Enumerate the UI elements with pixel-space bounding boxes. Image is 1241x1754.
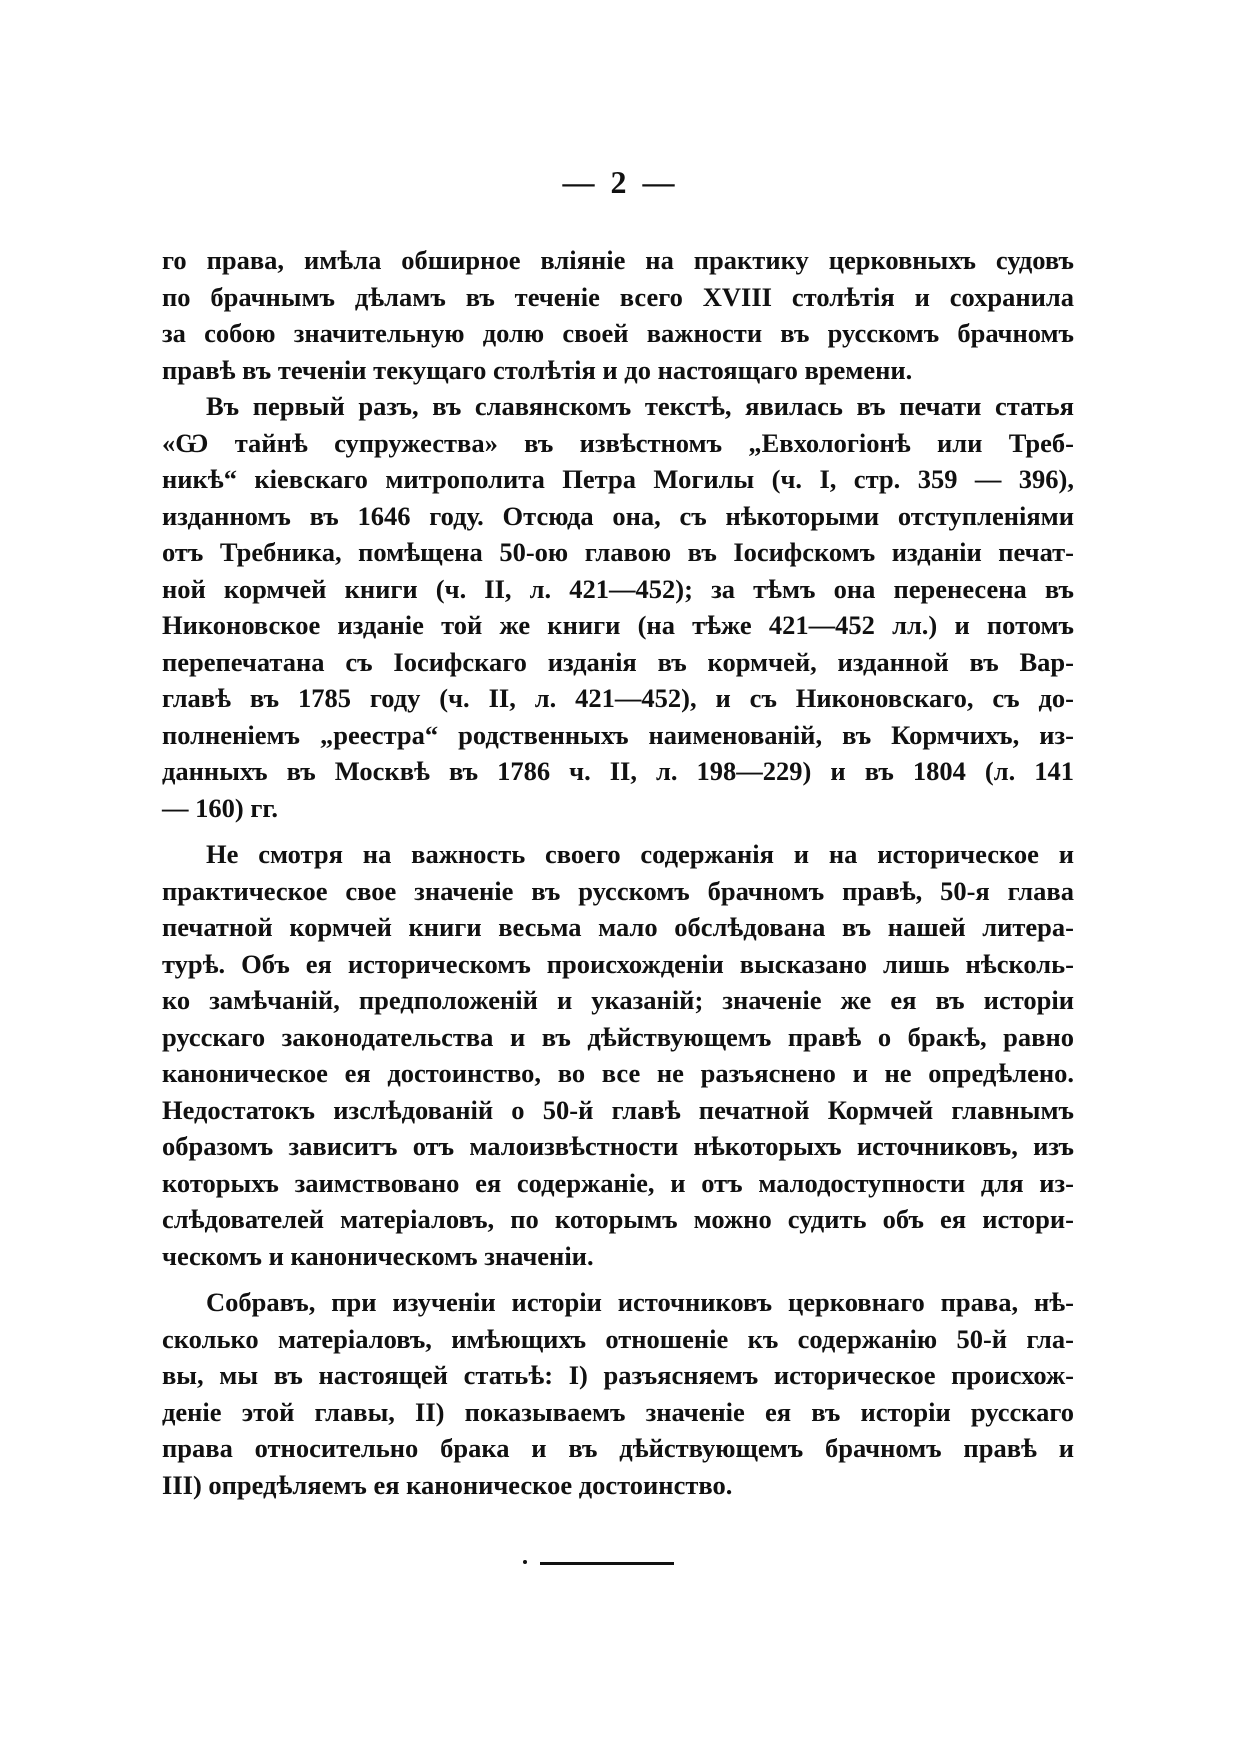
paragraph-1 — [162, 242, 1074, 388]
paragraph-3 — [162, 836, 1074, 1274]
text-line: слѣдователей матеріаловъ, по которымъ можно судить объ ея истори- — [162, 1204, 1074, 1234]
text-line: по брачнымъ дѣламъ въ теченіе всего XVIII столѣтія и сохранила — [162, 281, 1074, 312]
text-line: никѣ“ кіевскаго митрополита Петра Могилы (ч. I, стр. 359 — 396), — [162, 464, 1074, 494]
text-line: III) опредѣляемъ ея каноническое достоинство. — [162, 1469, 733, 1500]
text-line: ческомъ и каноническомъ значеніи. — [162, 1240, 594, 1271]
text-line: практическое свое значеніе въ русскомъ брачномъ правѣ, 50-я глава — [162, 875, 1074, 906]
text-line: — 160) гг. — [162, 792, 279, 823]
text-line: ной кормчей книги (ч. II, л. 421—452); за тѣмъ она перенесена въ — [162, 573, 1074, 604]
text-line: данныхъ въ Москвѣ въ 1786 ч. II, л. 198—229) и въ 1804 (л. 141 — [162, 756, 1074, 786]
end-rule — [540, 1562, 674, 1565]
text-line: образомъ зависитъ отъ малоизвѣстности нѣкоторыхъ источниковъ, изъ — [162, 1131, 1074, 1161]
text-line: вы, мы въ настоящей статьѣ: I) разъясняемъ историческое происхож- — [162, 1360, 1074, 1390]
text-line: которыхъ заимствовано ея содержаніе, и отъ малодоступности для из- — [162, 1167, 1074, 1198]
text-line: каноническое ея достоинство, во все не разъяснено и не опредѣлено. — [162, 1058, 1074, 1088]
text-line: го права, имѣла обширное вліяніе на практику церковныхъ судовъ — [162, 245, 1074, 275]
text-line: «Ѡ тайнѣ супружества» въ извѣстномъ „Евхологіонѣ или Треб- — [162, 427, 1074, 458]
text-line: Собравъ, при изученіи исторіи источниковъ церковнаго права, нѣ- — [206, 1287, 1074, 1317]
text-line: Въ первый разъ, въ славянскомъ текстѣ, явилась въ печати статья — [206, 391, 1074, 421]
page-number: — 2 — — [562, 164, 679, 200]
paragraph-2 — [162, 388, 1074, 826]
text-line: Никоновское изданіе той же книги (на тѣже 421—452 лл.) и потомъ — [162, 610, 1074, 640]
text-line: правѣ въ теченіи текущаго столѣтія и до настоящаго времени. — [162, 354, 913, 385]
text-line: турѣ. Объ ея историческомъ происхожденіи высказано лишь нѣсколь- — [162, 948, 1074, 979]
text-line: права относительно брака и въ дѣйствующемъ брачномъ правѣ и — [162, 1433, 1074, 1463]
text-line: деніе этой главы, II) показываемъ значеніе ея въ исторіи русскаго — [162, 1396, 1074, 1427]
text-line: Не смотря на важность своего содержанія и на историческое и — [206, 839, 1074, 869]
paragraph-4 — [162, 1284, 1074, 1503]
text-body — [162, 242, 1074, 1503]
text-line: отъ Требника, помѣщена 50-ою главою въ Іосифскомъ изданіи печат- — [162, 537, 1074, 567]
text-line: полненіемъ „реестра“ родственныхъ наименованій, въ Кормчихъ, из- — [162, 719, 1074, 750]
text-line: перепечатана съ Іосифскаго изданія въ кормчей, изданной въ Вар- — [162, 646, 1074, 677]
end-mark-dot — [523, 1560, 527, 1564]
text-line: ко замѣчаній, предположеній и указаній; значеніе же ея въ исторіи — [162, 985, 1074, 1015]
text-line: за собою значительную долю своей важности въ русскомъ брачномъ — [162, 318, 1074, 348]
text-line: печатной кормчей книги весьма мало обслѣдована въ нашей литера- — [162, 912, 1074, 942]
text-line: сколько матеріаловъ, имѣющихъ отношеніе къ содержанію 50-й гла- — [162, 1323, 1074, 1354]
text-line: русскаго законодательства и въ дѣйствующемъ правѣ о бракѣ, равно — [162, 1021, 1074, 1052]
text-line: Недостатокъ изслѣдованій о 50-й главѣ печатной Кормчей главнымъ — [162, 1094, 1074, 1125]
text-line: изданномъ въ 1646 году. Отсюда она, съ нѣкоторыми отступленіями — [162, 500, 1074, 531]
text-line: главѣ въ 1785 году (ч. II, л. 421—452), и съ Никоновскаго, съ до- — [162, 683, 1074, 713]
